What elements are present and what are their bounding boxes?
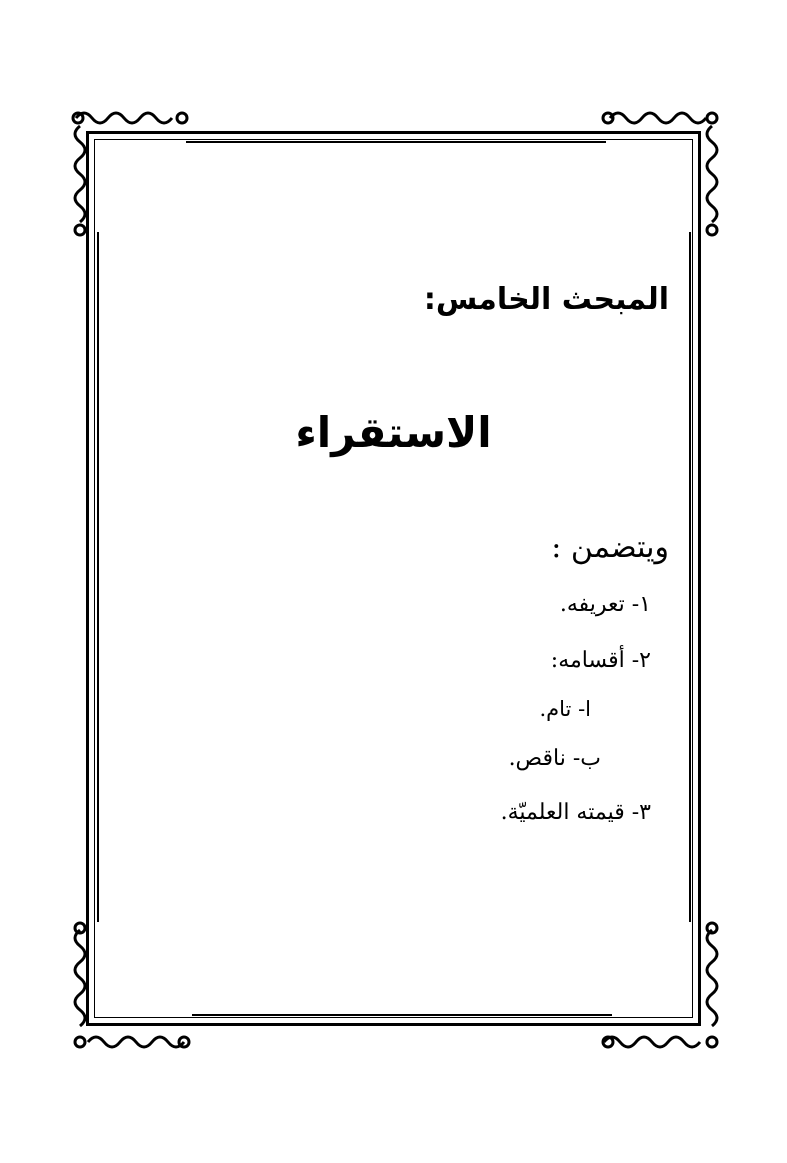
list-item-definition: ١- تعريفه. [559, 592, 651, 617]
sub-item-complete: ا- تام. [539, 697, 591, 721]
border-rule-left [97, 232, 99, 922]
border-rule-top [186, 141, 606, 143]
list-item-divisions: ٢- أقسامه: [550, 648, 651, 673]
corner-ornament-top-right [596, 104, 726, 244]
corner-ornament-bottom-left [66, 916, 196, 1056]
sub-item-incomplete: ب- ناقص. [508, 746, 601, 771]
main-title: الاستقراء [295, 408, 492, 457]
page-border-inner [94, 139, 693, 1018]
contents-intro: ويتضمن : [551, 530, 669, 565]
corner-ornament-top-left [66, 104, 196, 244]
list-item-scientific-value: ٣- قيمته العلميّة. [500, 800, 651, 825]
border-rule-right [689, 232, 691, 922]
border-rule-bottom [192, 1014, 612, 1016]
corner-ornament-bottom-right [596, 916, 726, 1056]
section-heading: المبحث الخامس: [423, 282, 669, 317]
